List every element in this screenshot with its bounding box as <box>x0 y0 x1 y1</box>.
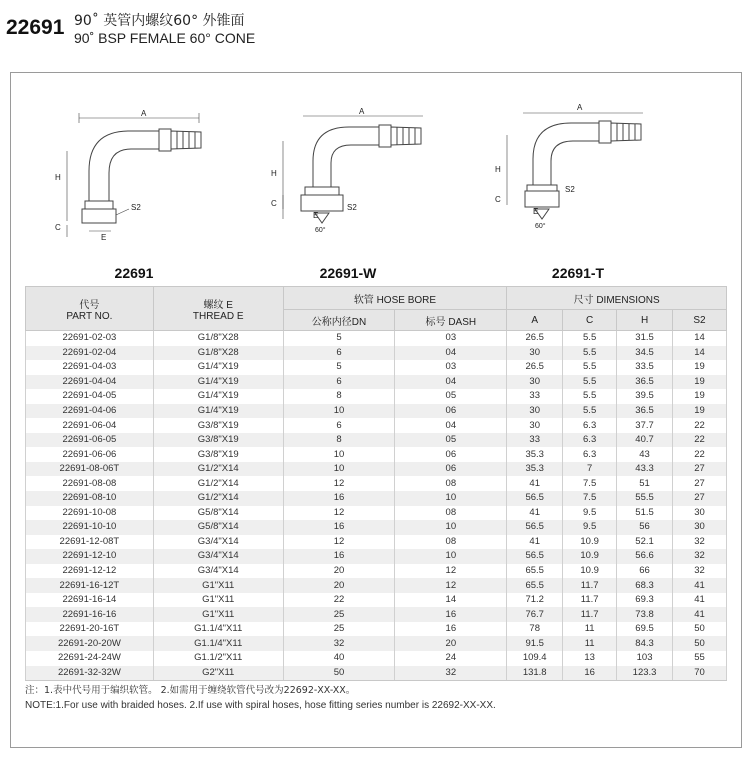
cell-thread: G2"X11 <box>153 666 283 681</box>
header-dn: 公称内径DN <box>283 310 395 331</box>
cell-dn: 20 <box>283 578 395 593</box>
cell-part-no: 22691-16-12T <box>26 578 154 593</box>
cell-s2: 27 <box>673 476 727 491</box>
cell-c: 11.7 <box>563 593 617 608</box>
cell-part-no: 22691-20-16T <box>26 622 154 637</box>
header-dimensions: 尺寸 DIMENSIONS <box>507 287 727 310</box>
cell-c: 7.5 <box>563 491 617 506</box>
cell-a: 76.7 <box>507 607 563 622</box>
header-s2: S2 <box>673 310 727 331</box>
cell-a: 30 <box>507 346 563 361</box>
cell-dn: 10 <box>283 447 395 462</box>
cell-h: 43.3 <box>617 462 673 477</box>
cell-s2: 22 <box>673 447 727 462</box>
header-h: H <box>617 310 673 331</box>
cell-a: 30 <box>507 404 563 419</box>
cell-dash: 06 <box>395 404 507 419</box>
cell-thread: G3/4"X14 <box>153 564 283 579</box>
cell-dash: 10 <box>395 520 507 535</box>
cell-c: 6.3 <box>563 447 617 462</box>
cell-thread: G1/2"X14 <box>153 462 283 477</box>
cell-s2: 41 <box>673 578 727 593</box>
cell-c: 13 <box>563 651 617 666</box>
cell-thread: G1.1/4"X11 <box>153 622 283 637</box>
cell-s2: 50 <box>673 636 727 651</box>
cell-dn: 5 <box>283 360 395 375</box>
dim-e-label: E <box>313 211 319 220</box>
dim-h-label: H <box>55 173 61 182</box>
header-hose-bore: 软管 HOSE BORE <box>283 287 507 310</box>
cell-dn: 22 <box>283 593 395 608</box>
cell-thread: G1/8"X28 <box>153 346 283 361</box>
cell-a: 131.8 <box>507 666 563 681</box>
cell-h: 69.3 <box>617 593 673 608</box>
cell-c: 6.3 <box>563 433 617 448</box>
figure-22691 <box>49 91 219 281</box>
cell-a: 35.3 <box>507 447 563 462</box>
cell-h: 56.6 <box>617 549 673 564</box>
cell-h: 123.3 <box>617 666 673 681</box>
cell-dn: 40 <box>283 651 395 666</box>
cell-c: 6.3 <box>563 418 617 433</box>
header-dash: 标号 DASH <box>395 310 507 331</box>
cell-dash: 08 <box>395 506 507 521</box>
cell-h: 55.5 <box>617 491 673 506</box>
cell-a: 35.3 <box>507 462 563 477</box>
cell-h: 43 <box>617 447 673 462</box>
cell-a: 109.4 <box>507 651 563 666</box>
cell-part-no: 22691-06-05 <box>26 433 154 448</box>
cell-h: 33.5 <box>617 360 673 375</box>
cell-c: 5.5 <box>563 389 617 404</box>
table-row <box>26 346 727 361</box>
cell-a: 41 <box>507 535 563 550</box>
cell-s2: 50 <box>673 622 727 637</box>
cell-s2: 27 <box>673 462 727 477</box>
cell-c: 11 <box>563 622 617 637</box>
cell-c: 10.9 <box>563 549 617 564</box>
cell-a: 56.5 <box>507 549 563 564</box>
cell-h: 73.8 <box>617 607 673 622</box>
cell-dn: 12 <box>283 476 395 491</box>
cell-dash: 16 <box>395 622 507 637</box>
cell-h: 56 <box>617 520 673 535</box>
spec-table-body <box>26 331 727 681</box>
cell-dash: 10 <box>395 491 507 506</box>
cell-s2: 55 <box>673 651 727 666</box>
cell-part-no: 22691-12-10 <box>26 549 154 564</box>
cell-part-no: 22691-20-20W <box>26 636 154 651</box>
header-part-no: 代号 PART NO. <box>26 287 154 331</box>
cell-thread: G5/8"X14 <box>153 520 283 535</box>
table-row <box>26 418 727 433</box>
cell-dn: 25 <box>283 622 395 637</box>
cell-s2: 32 <box>673 535 727 550</box>
cell-h: 84.3 <box>617 636 673 651</box>
elbow-fitting-drawing <box>49 91 219 241</box>
cell-part-no: 22691-32-32W <box>26 666 154 681</box>
table-row <box>26 593 727 608</box>
cell-thread: G1/2"X14 <box>153 491 283 506</box>
cell-dn: 12 <box>283 506 395 521</box>
cell-c: 10.9 <box>563 564 617 579</box>
table-row <box>26 433 727 448</box>
cell-h: 36.5 <box>617 404 673 419</box>
cell-thread: G3/8"X19 <box>153 418 283 433</box>
cell-c: 5.5 <box>563 375 617 390</box>
cell-h: 40.7 <box>617 433 673 448</box>
cell-part-no: 22691-08-10 <box>26 491 154 506</box>
table-row <box>26 375 727 390</box>
figure-label: 22691-W <box>319 265 377 281</box>
cell-dash: 16 <box>395 607 507 622</box>
cell-a: 41 <box>507 476 563 491</box>
cell-h: 39.5 <box>617 389 673 404</box>
cell-part-no: 22691-16-16 <box>26 607 154 622</box>
cell-part-no: 22691-16-14 <box>26 593 154 608</box>
cone-angle-label: 60° <box>535 223 546 230</box>
cell-a: 33 <box>507 389 563 404</box>
cell-h: 37.7 <box>617 418 673 433</box>
cell-thread: G3/4"X14 <box>153 535 283 550</box>
cell-c: 11.7 <box>563 607 617 622</box>
cell-dash: 24 <box>395 651 507 666</box>
cell-thread: G5/8"X14 <box>153 506 283 521</box>
cell-s2: 32 <box>673 549 727 564</box>
cell-h: 52.1 <box>617 535 673 550</box>
table-row <box>26 520 727 535</box>
table-row <box>26 331 727 346</box>
cell-a: 65.5 <box>507 578 563 593</box>
cell-dash: 14 <box>395 593 507 608</box>
cell-s2: 14 <box>673 346 727 361</box>
cell-s2: 22 <box>673 433 727 448</box>
cell-c: 5.5 <box>563 346 617 361</box>
cell-a: 41 <box>507 506 563 521</box>
cell-part-no: 22691-08-08 <box>26 476 154 491</box>
dim-h-label: H <box>271 169 277 178</box>
cell-dn: 8 <box>283 433 395 448</box>
cell-dn: 16 <box>283 491 395 506</box>
cell-dn: 10 <box>283 462 395 477</box>
cell-s2: 70 <box>673 666 727 681</box>
dim-s2-label: S2 <box>131 203 141 212</box>
title-english: 90˚ BSP FEMALE 60° CONE <box>74 30 256 46</box>
cell-h: 66 <box>617 564 673 579</box>
dim-s2-label: S2 <box>347 203 357 212</box>
cell-dash: 03 <box>395 360 507 375</box>
table-row <box>26 404 727 419</box>
cell-dash: 04 <box>395 346 507 361</box>
table-row <box>26 636 727 651</box>
figure-label: 22691 <box>114 265 154 281</box>
cell-a: 78 <box>507 622 563 637</box>
cell-part-no: 22691-06-04 <box>26 418 154 433</box>
table-row <box>26 651 727 666</box>
cell-dash: 06 <box>395 447 507 462</box>
elbow-fitting-drawing <box>263 91 433 241</box>
spec-sheet-frame <box>10 72 742 748</box>
figure-label: 22691-T <box>551 265 605 281</box>
table-row <box>26 491 727 506</box>
table-row <box>26 447 727 462</box>
cell-part-no: 22691-10-08 <box>26 506 154 521</box>
cell-s2: 30 <box>673 520 727 535</box>
cell-h: 103 <box>617 651 673 666</box>
cell-part-no: 22691-12-12 <box>26 564 154 579</box>
cell-dash: 10 <box>395 549 507 564</box>
cell-dash: 03 <box>395 331 507 346</box>
table-row <box>26 535 727 550</box>
elbow-fitting-drawing <box>493 91 663 241</box>
cell-dash: 06 <box>395 462 507 477</box>
note-english: NOTE:1.For use with braided hoses. 2.If use with spiral hoses, hose fitting series number is 22692-XX-XX. <box>25 700 496 711</box>
dim-a-label: A <box>577 103 583 112</box>
cell-s2: 19 <box>673 375 727 390</box>
cell-a: 26.5 <box>507 331 563 346</box>
cell-dn: 25 <box>283 607 395 622</box>
cell-a: 56.5 <box>507 491 563 506</box>
cell-dash: 12 <box>395 578 507 593</box>
cell-h: 68.3 <box>617 578 673 593</box>
cell-dash: 04 <box>395 375 507 390</box>
cell-part-no: 22691-08-06T <box>26 462 154 477</box>
cell-a: 30 <box>507 375 563 390</box>
cell-a: 91.5 <box>507 636 563 651</box>
cell-c: 9.5 <box>563 520 617 535</box>
dim-c-label: C <box>55 223 61 232</box>
cell-h: 34.5 <box>617 346 673 361</box>
cell-part-no: 22691-24-24W <box>26 651 154 666</box>
cell-s2: 41 <box>673 593 727 608</box>
cell-part-no: 22691-10-10 <box>26 520 154 535</box>
cell-thread: G3/8"X19 <box>153 447 283 462</box>
cell-thread: G1/2"X14 <box>153 476 283 491</box>
cell-part-no: 22691-06-06 <box>26 447 154 462</box>
figure-22691-w <box>263 91 433 281</box>
cell-dn: 50 <box>283 666 395 681</box>
cell-s2: 30 <box>673 506 727 521</box>
cell-s2: 27 <box>673 491 727 506</box>
note-chinese: 注：1.表中代号用于编织软管。 2.如需用于缠绕软管代号改为22692-XX-XX。 <box>25 685 356 696</box>
cell-part-no: 22691-04-03 <box>26 360 154 375</box>
cell-thread: G1/8"X28 <box>153 331 283 346</box>
cell-s2: 32 <box>673 564 727 579</box>
dim-h-label: H <box>495 165 501 174</box>
cell-s2: 19 <box>673 360 727 375</box>
cell-c: 10.9 <box>563 535 617 550</box>
table-row <box>26 549 727 564</box>
table-row <box>26 506 727 521</box>
cell-a: 33 <box>507 433 563 448</box>
cell-dn: 6 <box>283 418 395 433</box>
table-row <box>26 666 727 681</box>
cell-h: 69.5 <box>617 622 673 637</box>
cell-h: 36.5 <box>617 375 673 390</box>
cell-c: 16 <box>563 666 617 681</box>
dim-e-label: E <box>101 233 107 242</box>
cell-c: 5.5 <box>563 360 617 375</box>
cell-a: 30 <box>507 418 563 433</box>
header-c: C <box>563 310 617 331</box>
cell-dn: 12 <box>283 535 395 550</box>
cell-thread: G3/4"X14 <box>153 549 283 564</box>
cell-thread: G1"X11 <box>153 578 283 593</box>
cell-dn: 6 <box>283 375 395 390</box>
cell-dash: 12 <box>395 564 507 579</box>
cell-s2: 19 <box>673 404 727 419</box>
dim-s2-label: S2 <box>565 185 575 194</box>
cell-part-no: 22691-02-03 <box>26 331 154 346</box>
cell-dn: 16 <box>283 549 395 564</box>
series-code: 22691 <box>6 16 65 39</box>
dim-e-label: E <box>533 207 539 216</box>
figure-22691-t <box>493 91 663 281</box>
cell-thread: G1/4"X19 <box>153 389 283 404</box>
cell-thread: G3/8"X19 <box>153 433 283 448</box>
cell-dn: 10 <box>283 404 395 419</box>
table-row <box>26 578 727 593</box>
table-row <box>26 564 727 579</box>
dim-a-label: A <box>359 107 365 116</box>
cell-thread: G1"X11 <box>153 607 283 622</box>
cell-thread: G1.1/4"X11 <box>153 636 283 651</box>
header-a: A <box>507 310 563 331</box>
cell-c: 9.5 <box>563 506 617 521</box>
cell-dn: 32 <box>283 636 395 651</box>
cell-s2: 41 <box>673 607 727 622</box>
cell-part-no: 22691-04-04 <box>26 375 154 390</box>
cell-a: 65.5 <box>507 564 563 579</box>
dim-a-label: A <box>141 109 147 118</box>
cell-c: 7.5 <box>563 476 617 491</box>
cell-h: 51 <box>617 476 673 491</box>
cell-h: 31.5 <box>617 331 673 346</box>
spec-table <box>25 286 727 681</box>
table-row <box>26 622 727 637</box>
cell-dash: 32 <box>395 666 507 681</box>
cell-thread: G1/4"X19 <box>153 360 283 375</box>
cell-s2: 22 <box>673 418 727 433</box>
cell-s2: 19 <box>673 389 727 404</box>
cell-h: 51.5 <box>617 506 673 521</box>
cell-dn: 20 <box>283 564 395 579</box>
cell-part-no: 22691-04-05 <box>26 389 154 404</box>
cell-c: 11.7 <box>563 578 617 593</box>
title-chinese: 90˚ 英管内螺纹60° 外锥面 <box>74 13 245 29</box>
cell-thread: G1.1/2"X11 <box>153 651 283 666</box>
table-row <box>26 607 727 622</box>
notes <box>25 683 496 713</box>
cell-a: 71.2 <box>507 593 563 608</box>
table-row <box>26 389 727 404</box>
cell-part-no: 22691-04-06 <box>26 404 154 419</box>
cell-dash: 05 <box>395 433 507 448</box>
cell-s2: 14 <box>673 331 727 346</box>
cell-thread: G1"X11 <box>153 593 283 608</box>
table-row <box>26 476 727 491</box>
cell-dash: 04 <box>395 418 507 433</box>
cell-dn: 16 <box>283 520 395 535</box>
cell-dn: 6 <box>283 346 395 361</box>
dim-c-label: C <box>495 195 501 204</box>
cell-c: 11 <box>563 636 617 651</box>
cell-a: 56.5 <box>507 520 563 535</box>
header-thread: 螺纹 E THREAD E <box>153 287 283 331</box>
cell-part-no: 22691-12-08T <box>26 535 154 550</box>
cell-part-no: 22691-02-04 <box>26 346 154 361</box>
cell-a: 26.5 <box>507 360 563 375</box>
cell-dash: 20 <box>395 636 507 651</box>
table-row <box>26 462 727 477</box>
cell-dn: 5 <box>283 331 395 346</box>
cell-dn: 8 <box>283 389 395 404</box>
cell-thread: G1/4"X19 <box>153 404 283 419</box>
cell-dash: 05 <box>395 389 507 404</box>
table-row <box>26 360 727 375</box>
cone-angle-label: 60° <box>315 227 326 234</box>
dim-c-label: C <box>271 199 277 208</box>
cell-thread: G1/4"X19 <box>153 375 283 390</box>
cell-c: 5.5 <box>563 331 617 346</box>
cell-dash: 08 <box>395 535 507 550</box>
cell-dash: 08 <box>395 476 507 491</box>
cell-c: 7 <box>563 462 617 477</box>
cell-c: 5.5 <box>563 404 617 419</box>
